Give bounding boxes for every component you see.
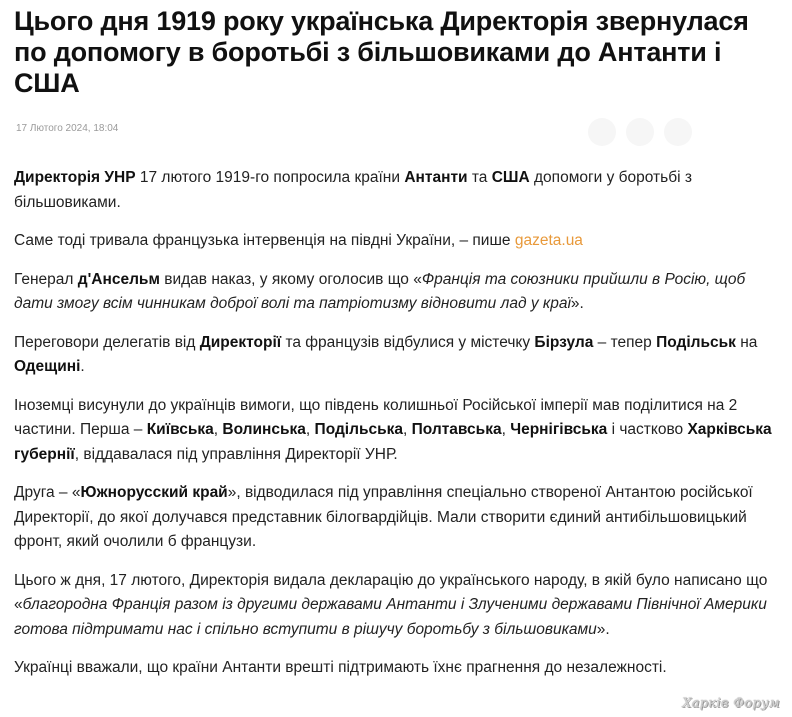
text-span: Генерал [14,270,78,288]
text-span: ». [596,620,610,638]
text-span: , [305,421,315,438]
paragraph-1 [14,166,784,215]
bold-term: Харківська губернії [14,421,772,463]
text-span: – тепер [593,333,657,351]
paragraph-7 [14,569,784,643]
bold-term: Подільськ [656,333,736,351]
text-span: та [467,169,492,186]
text-span: допомоги у боротьбі з більшовиками. [14,169,692,211]
share-icon-placeholder [626,118,654,146]
bold-term: Чернігівська [510,421,608,438]
paragraph-3 [14,268,784,317]
text-span: та французів відбулися у містечку [281,333,535,351]
paragraph-2 [14,229,784,254]
bold-term: США [491,169,530,186]
watermark-logo: Харків Форум [682,696,780,711]
bold-term: Київська [146,421,214,438]
share-icon-placeholder [588,118,616,146]
text-span: 17 лютого 1919-го попросила країни [135,169,405,186]
source-link[interactable]: gazeta.ua [514,232,583,249]
paragraph-5 [14,394,784,468]
bold-term: д'Ансельм [77,270,160,288]
text-span: , віддавалася під управління Директорії УНР. [74,445,398,463]
text-span: , [403,421,412,438]
quote: Франція та союзники прийшли в Росію, щоб дати змогу всім чинникам доброї волі та патріотизму відновити лад у краї [14,270,746,312]
text-span: Українці вважали, що країни Антанти врешті підтримають їхнє прагнення до незалежності. [14,659,667,676]
article-body [14,166,784,681]
paragraph-8 [14,656,784,681]
text-span: на [735,333,758,351]
article-title: Цього дня 1919 року українська Директорія звернулася по допомогу в боротьбі з більшовиками до Антанти і США [14,6,749,98]
share-icon-placeholder [664,118,692,146]
share-buttons-placeholder [588,114,738,150]
text-span: ». [570,295,584,312]
paragraph-4 [14,331,784,380]
bold-term: Волинська [222,421,306,438]
text-span: Іноземці висунули до українців вимоги, що південь колишньої Російської імперії мав поділитися на 2 частини. Перша – [14,396,738,438]
text-span: Переговори делегатів від [14,333,200,351]
bold-term: Антанти [404,169,468,186]
text-span: Друга – « [14,484,81,501]
bold-term: Одещині [14,358,81,375]
text-span: Цього ж дня, 17 лютого, Директорія видала декларацію до українського народу, в якій було написано що « [14,571,768,613]
bold-term: Южнорусский край [80,484,228,501]
text-span: Саме тоді тривала французька інтервенція на півдні України, – пише [14,232,515,249]
bold-term: Бірзула [534,333,594,351]
paragraph-6 [14,481,784,555]
article [14,6,784,695]
text-span: . [80,358,85,375]
text-span: », відводилася під управління спеціально створеної Антантою російської Директорії, до якої долучався представник білогвардійців. Мали створити єдиний антибільшовицький фронт, який очолили б французи. [14,484,753,550]
text-span: , [213,421,223,438]
quote: благородна Франція разом із другими державами Антанти і Злученими державами Північної Америки готова підтримати нас і спільно вступити в рішучу боротьбу з більшовиками [14,596,767,638]
bold-term: Директорія УНР [14,169,136,186]
text-span: видав наказ, у якому оголосив що « [159,270,422,288]
bold-term: Директорії [199,333,282,351]
bold-term: Полтавська [411,421,502,438]
bold-term: Подільська [314,421,403,438]
text-span: і частково [607,421,688,438]
text-span: , [501,421,511,438]
article-meta [14,120,784,156]
publish-date: 17 Лютого 2024, 18:04 [16,123,119,134]
